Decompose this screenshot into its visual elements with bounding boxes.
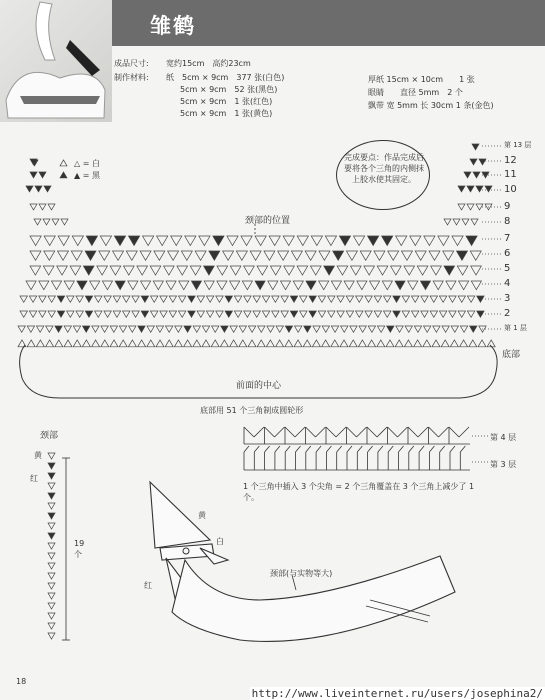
head-red-label: 红 [144, 581, 152, 590]
neck-count: 19 个 [74, 539, 85, 559]
tip-text: 完成要点：作品完成后要将各个三角的内侧抹上胶水使其固定。 [344, 153, 424, 184]
caption-leader [292, 575, 296, 590]
legend-white: △ = 白 [74, 159, 100, 168]
white-triangle [48, 453, 55, 459]
detail-tick [316, 446, 321, 452]
detail-tick [296, 446, 301, 452]
detail-note: 1 个三角中插入 3 个尖角 = 2 个三角覆盖在 3 个三角上减少了 1 个。 [243, 482, 475, 502]
detail-tick [450, 446, 455, 452]
white-triangle [48, 503, 55, 509]
extra-line: 厚纸 15cm × 10cm 1 张 [368, 75, 475, 84]
detail-fold [367, 427, 377, 437]
black-triangle [48, 533, 55, 539]
row-label: 8 [504, 216, 511, 227]
head-hat [150, 482, 210, 548]
detail-fold [459, 427, 469, 437]
head-yellow-label: 黄 [198, 511, 206, 520]
detail-fold [316, 427, 326, 437]
neck-shape [172, 556, 455, 641]
material-line: 纸 5cm × 9cm 377 张(白色) [166, 73, 285, 82]
detail-tick [326, 446, 331, 452]
page-title: 雏鹤 [150, 14, 196, 38]
material-line: 5cm × 9cm 1 张(黄色) [180, 109, 273, 118]
neck-title: 颈部 [40, 431, 59, 441]
detail-tick [429, 446, 434, 452]
detail-fold [295, 427, 305, 437]
detail-tick [388, 446, 393, 452]
row-label: 10 [504, 184, 517, 195]
detail-fold [388, 427, 398, 437]
neck-position-label: 颈部的位置 [245, 216, 291, 226]
head-caption: 颈部(与实物等大) [270, 569, 333, 578]
detail-fold [285, 427, 295, 437]
white-triangle [48, 583, 55, 589]
detail-fold [377, 427, 387, 437]
detail-tick [440, 446, 445, 452]
head-white-label: 白 [216, 537, 224, 546]
row-label: 4 [504, 278, 511, 289]
material-line: 5cm × 9cm 1 张(红色) [180, 97, 273, 106]
detail-tick [254, 446, 259, 452]
detail-fold [418, 427, 428, 437]
detail-fold [306, 427, 316, 437]
white-triangle [48, 633, 55, 639]
detail-tick [460, 446, 465, 452]
size-label: 成品尺寸: [114, 59, 149, 68]
detail-layer4: 第 4 层 [490, 433, 517, 442]
detail-tick [306, 446, 311, 452]
row-label: 5 [504, 263, 511, 274]
row-label: 第 13 层 [504, 141, 532, 149]
size-value: 宽约15cm 高约23cm [166, 59, 251, 68]
white-triangle [48, 483, 55, 489]
row-label: 第 1 层 [504, 324, 527, 332]
row-label: 3 [504, 293, 511, 304]
row-label: 11 [504, 169, 517, 180]
row-label: 9 [504, 201, 511, 212]
white-triangle [48, 603, 55, 609]
detail-tick [337, 446, 342, 452]
neck-red-label: 红 [30, 474, 38, 483]
detail-fold [449, 427, 459, 437]
detail-tick [285, 446, 290, 452]
white-triangle [48, 523, 55, 529]
white-triangle [48, 553, 55, 559]
legend-black: ▲ = 黑 [74, 171, 100, 180]
white-triangle [48, 563, 55, 569]
detail-tick [357, 446, 362, 452]
detail-fold [429, 427, 439, 437]
white-triangle [48, 593, 55, 599]
detail-tick [265, 446, 270, 452]
white-triangle [48, 543, 55, 549]
detail-fold [265, 427, 275, 437]
detail-fold [398, 427, 408, 437]
detail-layer3: 第 3 层 [490, 460, 517, 469]
base-label: 底部 [502, 350, 521, 360]
detail-fold [275, 427, 285, 437]
row-label: 6 [504, 248, 511, 259]
detail-tick [368, 446, 373, 452]
detail-tick [347, 446, 352, 452]
detail-fold [439, 427, 449, 437]
extra-line: 飘带 宽 5mm 长 30cm 1 条(金色) [368, 101, 494, 110]
detail-tick [399, 446, 404, 452]
base-note: 底部用 51 个三角制成圆轮形 [200, 406, 304, 415]
black-triangle [48, 473, 55, 479]
detail-tick [275, 446, 280, 452]
white-triangle [48, 623, 55, 629]
materials-label: 制作材料: [114, 73, 149, 82]
detail-tick [244, 446, 249, 452]
extra-line: 眼睛 直径 5mm 2 个 [368, 88, 463, 97]
detail-fold [244, 427, 254, 437]
black-triangle [48, 513, 55, 519]
white-triangle [48, 573, 55, 579]
neck-yellow-label: 黄 [34, 451, 42, 460]
row-label: 12 [504, 155, 517, 166]
detail-fold [408, 427, 418, 437]
detail-tick [378, 446, 383, 452]
row-label: 2 [504, 308, 511, 319]
white-triangle [48, 613, 55, 619]
row-label: 7 [504, 233, 511, 244]
black-triangle [48, 463, 55, 469]
detail-fold [357, 427, 367, 437]
material-line: 5cm × 9cm 52 张(黑色) [180, 85, 278, 94]
detail-fold [326, 427, 336, 437]
detail-fold [254, 427, 264, 437]
detail-fold [336, 427, 346, 437]
detail-tick [419, 446, 424, 452]
front-center-label: 前面的中心 [236, 381, 282, 391]
source-url: http://www.liveinternet.ru/users/josephina2/ [251, 687, 543, 700]
black-triangle [48, 493, 55, 499]
page-number: 18 [16, 677, 27, 686]
detail-fold [347, 427, 357, 437]
detail-tick [409, 446, 414, 452]
